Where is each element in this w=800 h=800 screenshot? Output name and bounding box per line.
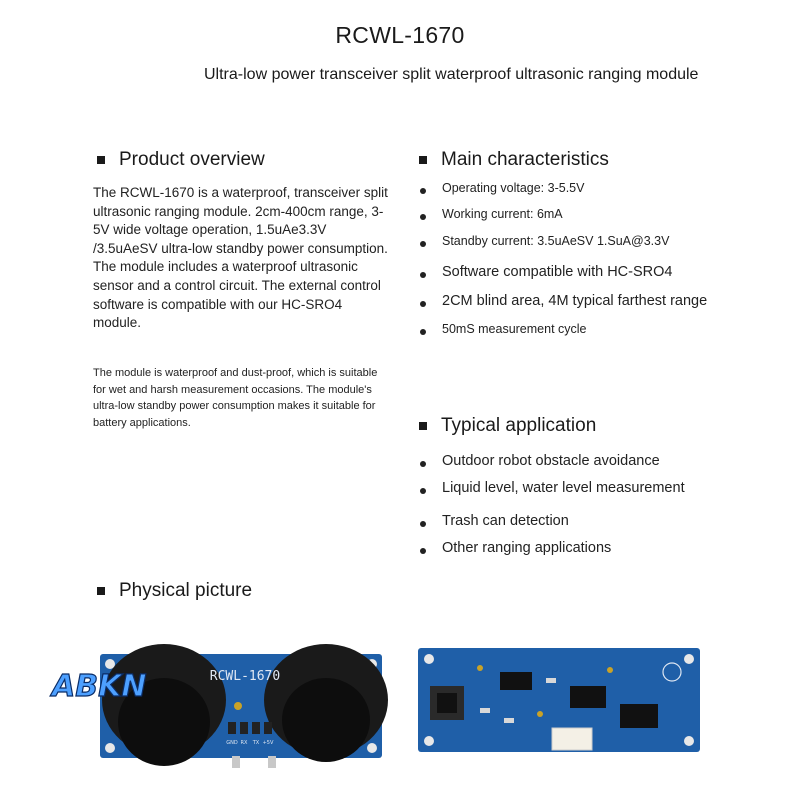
square-bullet-icon [419, 156, 427, 164]
mount-hole [105, 659, 115, 669]
list-item: Operating voltage: 3-5.5V [418, 181, 707, 207]
mount-hole [424, 654, 434, 664]
ic-chip [620, 704, 658, 728]
page-subtitle: Ultra-low power transceiver split waterproof ultrasonic ranging module [204, 66, 699, 83]
application-heading [419, 415, 596, 437]
smd-part [546, 678, 556, 683]
smd-part [504, 718, 514, 723]
list-item: Trash can detection [418, 513, 685, 540]
pin-label: GND [226, 740, 238, 746]
header-pin [252, 722, 260, 734]
overview-heading-text: Product overview [119, 149, 265, 170]
connector [552, 728, 592, 750]
product-photo [52, 648, 710, 788]
header-pin [240, 722, 248, 734]
square-bullet-icon [419, 422, 427, 430]
pad [537, 711, 543, 717]
pin-label: TX [252, 740, 260, 746]
overview-note: The module is waterproof and dust-proof, which is suitable for wet and harsh measurement occasions. The module's ultra-low standby power consumption makes it suitable for battery applications. [93, 367, 378, 429]
smd-part [480, 708, 490, 713]
list-item: Standby current: 3.5uAeSV 1.SuA@3.3V [418, 234, 707, 264]
pad [477, 665, 483, 671]
pad [234, 702, 242, 710]
list-item: Software compatible with HC-SRO4 [418, 264, 707, 293]
inductor-core [437, 693, 457, 713]
list-item: Other ranging applications [418, 540, 685, 567]
physical-heading-text: Physical picture [119, 580, 253, 601]
watermark-logo: ABKN [52, 669, 147, 704]
transducer-right-cap [282, 678, 370, 762]
list-item: 2CM blind area, 4M typical farthest range [418, 293, 707, 322]
pin-label: RX [240, 740, 248, 746]
mount-hole [424, 736, 434, 746]
application-heading-text: Typical application [441, 415, 597, 436]
lead [232, 756, 240, 768]
list-item: Working current: 6mA [418, 207, 707, 234]
board-label: RCWL-1670 [209, 669, 281, 684]
overview-body: The RCWL-1670 is a waterproof, transceiver split ultrasonic ranging module. 2cm-400cm range, 3-5V wide voltage operation, 1.5uAe3.3V /3.5uAeSV ultra-low standby power consumption. The module includes a waterproof ultrasonic sensor and a control circuit. The external control software is compatible with our HC-SRO4 module. [93, 185, 388, 331]
mount-hole [367, 743, 377, 753]
application-list [418, 453, 685, 567]
pad [607, 667, 613, 673]
page-title: RCWL-1670 [335, 22, 465, 48]
ic-chip [500, 672, 532, 690]
list-item: 50mS measurement cycle [418, 322, 707, 348]
square-bullet-icon [97, 587, 105, 595]
mount-hole [105, 743, 115, 753]
back-board [418, 648, 700, 752]
characteristics-heading [419, 149, 609, 171]
ic-chip [570, 686, 606, 708]
characteristics-heading-text: Main characteristics [441, 149, 609, 170]
pin-label: +5V [262, 740, 274, 746]
list-item: Outdoor robot obstacle avoidance [418, 453, 685, 480]
header-pin [264, 722, 272, 734]
mount-hole [684, 736, 694, 746]
overview-heading [97, 149, 265, 171]
square-bullet-icon [97, 156, 105, 164]
lead [268, 756, 276, 768]
characteristics-list [418, 181, 707, 348]
physical-heading [97, 580, 252, 602]
list-item: Liquid level, water level measurement [418, 480, 685, 513]
mount-hole [684, 654, 694, 664]
header-pin [228, 722, 236, 734]
front-board [100, 644, 388, 768]
